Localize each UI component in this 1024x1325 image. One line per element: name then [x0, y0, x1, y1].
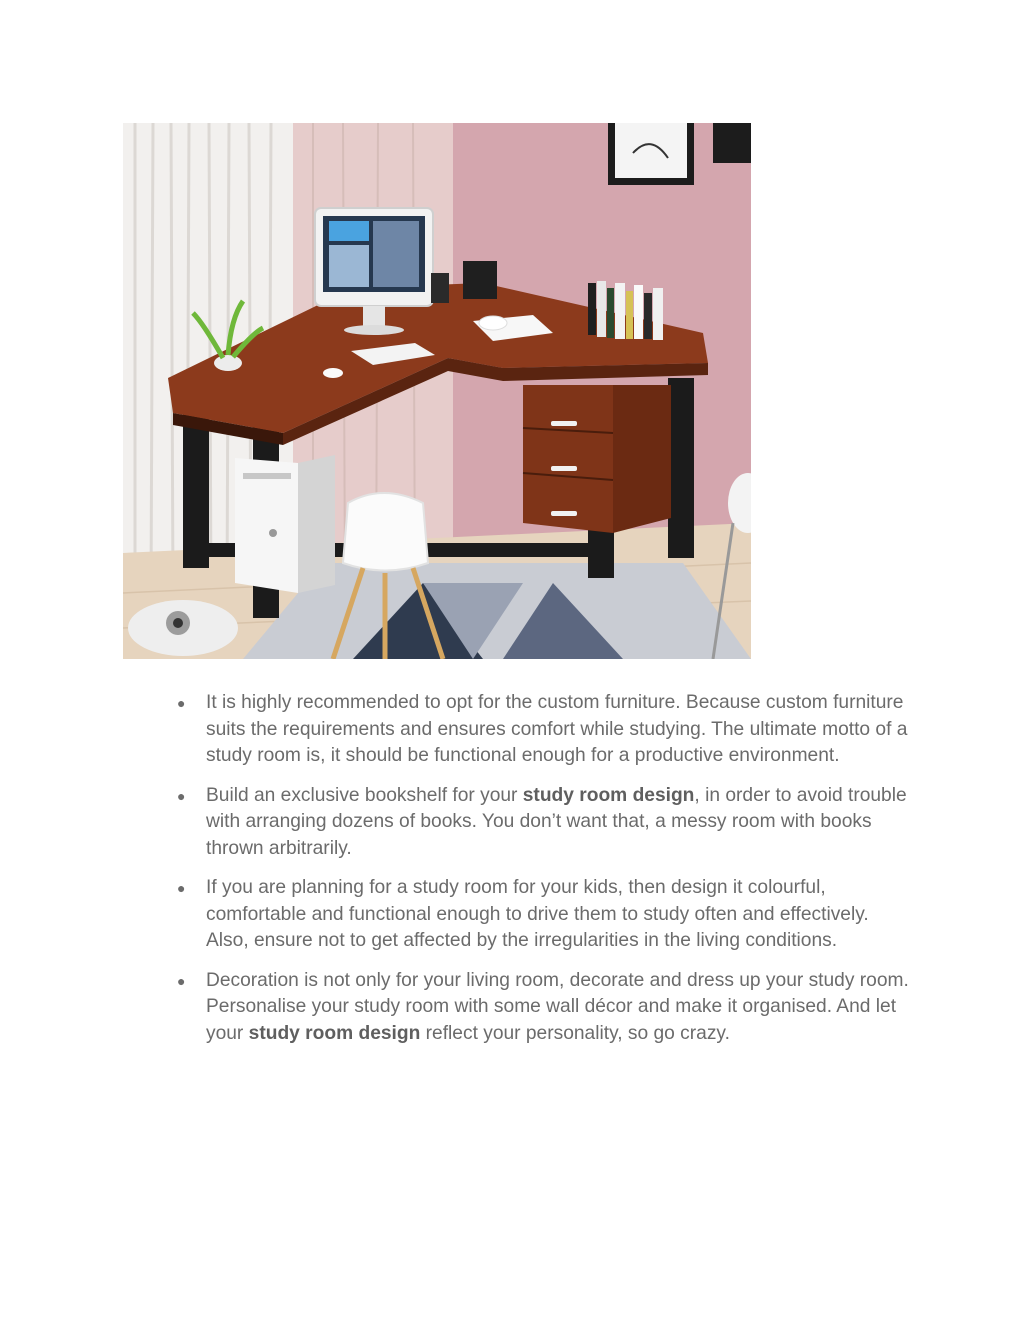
study-desk-photo [123, 123, 751, 659]
bullet-text-after: reflect your personality, so go crazy. [420, 1022, 730, 1044]
bullet-text: If you are planning for a study room for your kids, then design it colourful, comfortable and functional enough to drive them to study often and effectively. Also, ensure not to get affected by the irregularities in the living conditions. [206, 877, 869, 951]
list-item [173, 875, 913, 955]
list-item [173, 968, 913, 1048]
study-room-design-link[interactable]: study room design [522, 784, 695, 806]
bullet-text-after: , in order to avoid trouble with arranging dozens of books. You don’t want that, a messy room with books thrown arbitrarily. [206, 784, 907, 859]
bullet-text-before: Build an exclusive bookshelf for your [206, 784, 523, 806]
bullet-dot-icon: ● [177, 972, 186, 989]
list-item [173, 783, 913, 863]
bullet-text: It is highly recommended to opt for the custom furniture. Because custom furniture suits the requirements and ensures comfort while studying. The ultimate motto of a study room is, it should be functional enough for a productive environment. [206, 692, 908, 766]
study-room-design-link[interactable]: study room design [248, 1022, 421, 1044]
tips-list [173, 690, 913, 1060]
bullet-text-before: Decoration is not only for your living room, decorate and dress up your study room. Personalise your study room with some wall décor and make it organised. And let your [206, 969, 909, 1044]
bullet-dot-icon: ● [177, 787, 186, 804]
list-item [173, 690, 913, 770]
bullet-dot-icon: ● [177, 880, 186, 896]
bullet-dot-icon: ● [177, 695, 186, 711]
